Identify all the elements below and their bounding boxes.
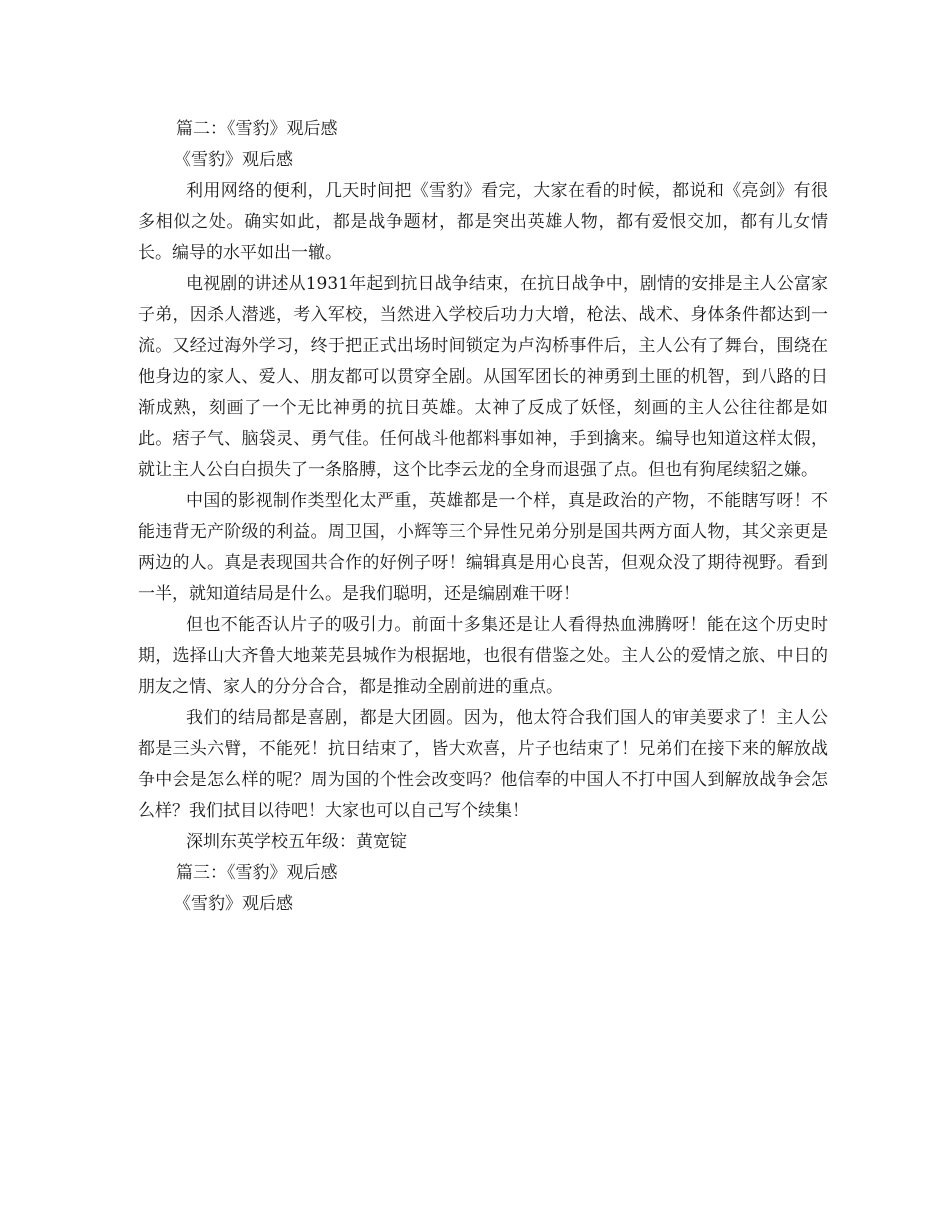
- author-signature: 深圳东英学校五年级：黄宽锭: [186, 832, 407, 852]
- paragraph-4: 但也不能否认片子的吸引力。前面十多集还是让人看得热血沸腾呀！能在这个历史时期，选择山大齐鲁大地莱芜县城作为根据地，也很有借鉴之处。主人公的爱情之旅、中日的朋友之情、家人的分分合合，都是推动全剧前进的重点。: [138, 615, 828, 697]
- document-body: [138, 114, 828, 920]
- paragraph-3: 中国的影视制作类型化太严重，英雄都是一个样，真是政治的产物，不能瞎写呀！不能违背无产阶级的利益。周卫国，小辉等三个异性兄弟分别是国共两方面人物，其父亲更是两边的人。真是表现国共合作的好例子呀！编辑真是用心良苦，但观众没了期待视野。看到一半，就知道结局是什么。是我们聪明，还是编剧难干呀！: [138, 491, 828, 604]
- section-3-title: 《雪豹》观后感: [174, 894, 293, 914]
- paragraph-1: 利用网络的便利，几天时间把《雪豹》看完，大家在看的时候，都说和《亮剑》有很多相似之处。确实如此，都是战争题材，都是突出英雄人物，都有爱恨交加，都有儿女情长。编导的水平如出一辙。: [138, 181, 828, 263]
- section-2-heading: 篇二：《雪豹》观后感: [176, 119, 338, 139]
- paragraph-2: 电视剧的讲述从1931年起到抗日战争结束，在抗日战争中，剧情的安排是主人公富家子弟，因杀人潜逃，考入军校，当然进入学校后功力大增，枪法、战术、身体条件都达到一流。又经过海外学习，终于把正式出场时间锁定为卢沟桥事件后，主人公有了舞台，围绕在他身边的家人、爱人、朋友都可以贯穿全剧。从国军团长的神勇到土匪的机智，到八路的日渐成熟，刻画了一个无比神勇的抗日英雄。太神了反成了妖怪，刻画的主人公往往都是如此。痞子气、脑袋灵、勇气佳。任何战斗他都料事如神，手到擒来。编导也知道这样太假，就让主人公白白损失了一条胳膊，这个比李云龙的全身而退强了点。但也有狗尾续貂之嫌。: [138, 274, 828, 480]
- paragraph-5: 我们的结局都是喜剧，都是大团圆。因为，他太符合我们国人的审美要求了！主人公都是三头六臂，不能死！抗日结束了，皆大欢喜，片子也结束了！兄弟们在接下来的解放战争中会是怎么样的呢？周为国的个性会改变吗？他信奉的中国人不打中国人到解放战争会怎么样？我们拭目以待吧！大家也可以自己写个续集！: [138, 708, 828, 821]
- section-3-heading: 篇三：《雪豹》观后感: [176, 863, 338, 883]
- section-2-title: 《雪豹》观后感: [174, 150, 293, 170]
